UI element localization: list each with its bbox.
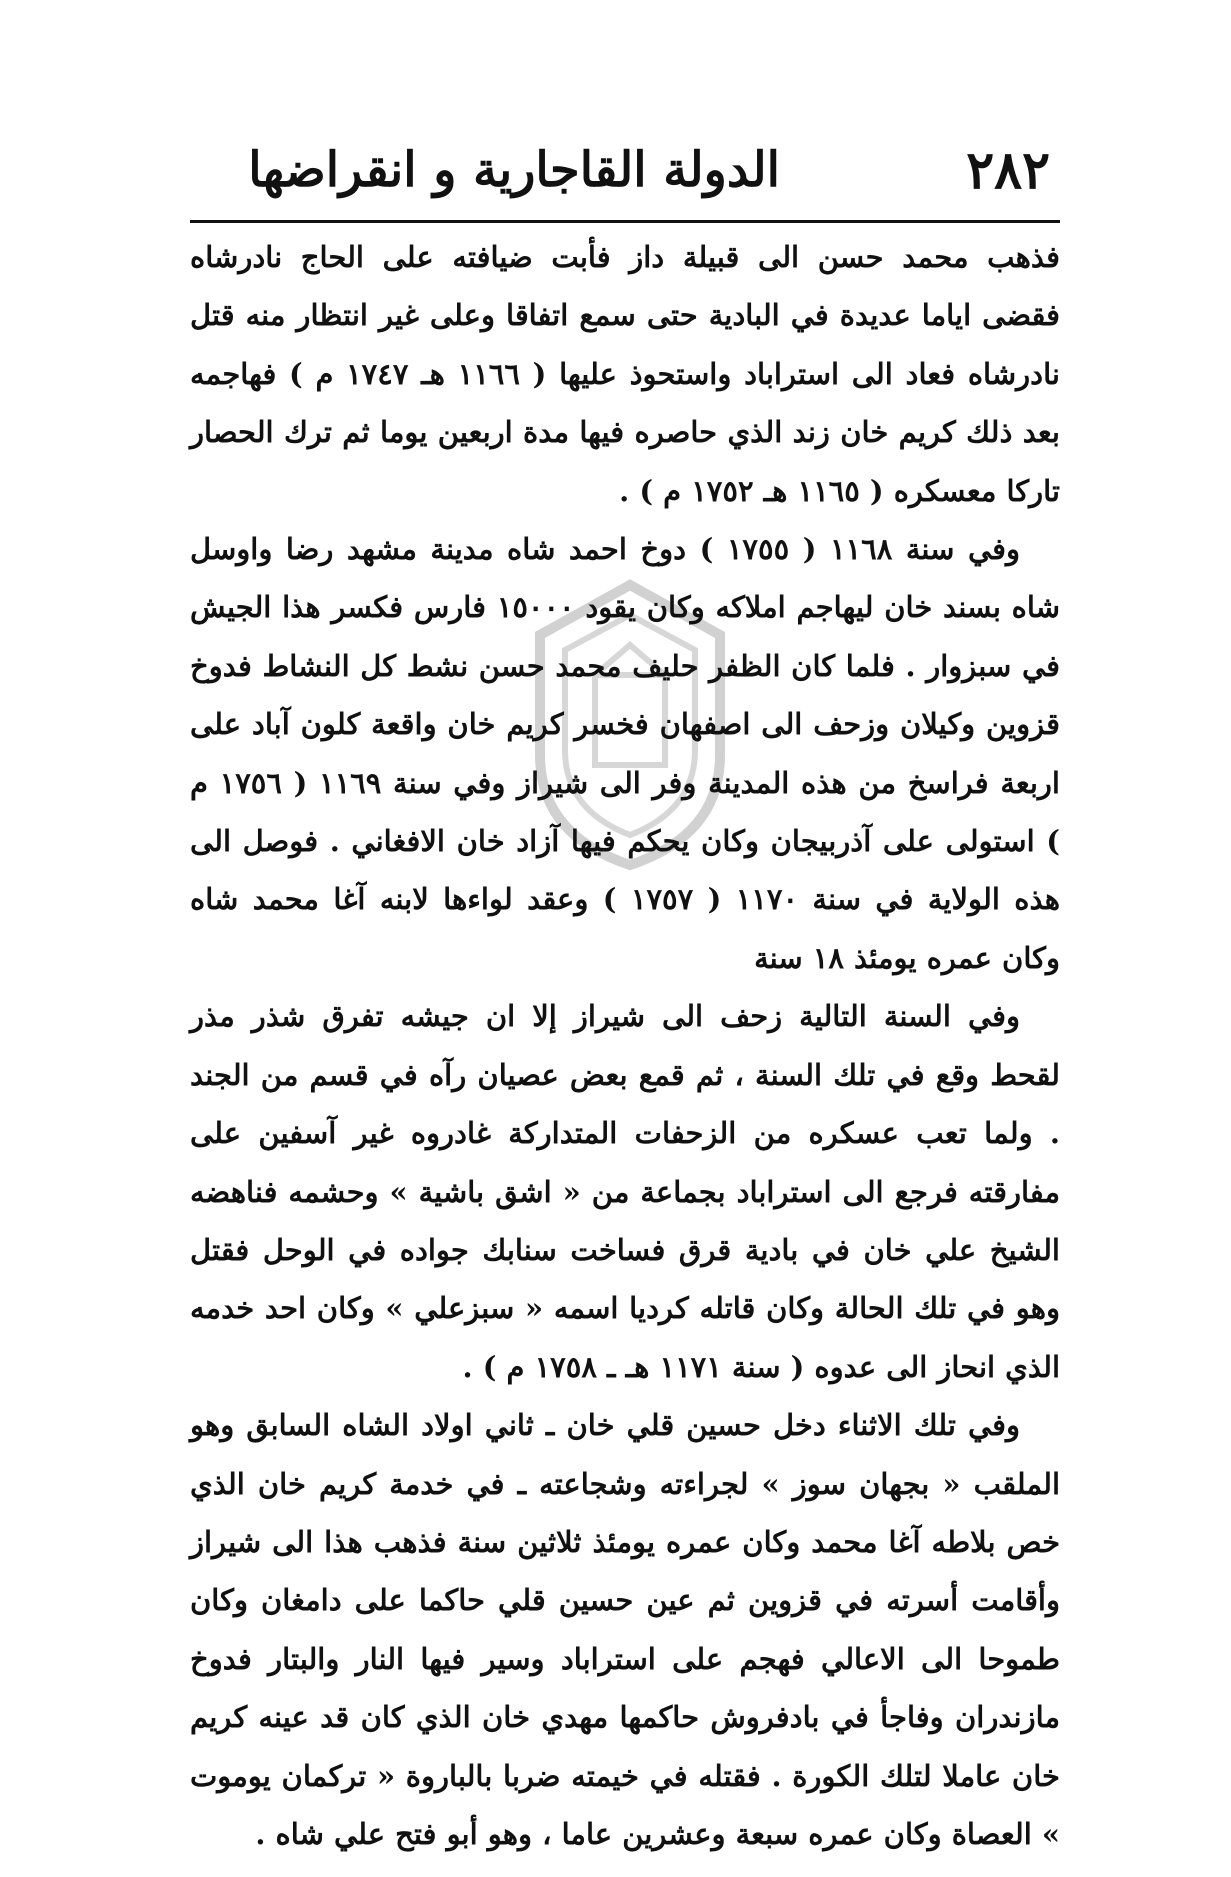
page-header xyxy=(190,140,1050,220)
paragraph: وفي تلك الاثناء دخل حسين قلي خان ـ ثاني اولاد الشاه السابق وهو الملقب « بجهان سوز » لجراءته وشجاعته ـ في خدمة كريم خان الذي خص بلاطه آغا محمد وكان عمره يومئذ ثلاثين سنة فذهب هذا الى شيراز وأقامت أسرته في قزوين ثم عين حسين قلي حاكما على دامغان وكان طموحا الى الاعالي فهجم على استراباد وسير فيها النار والبتار فدوخ مازندران وفاجأ في بادفروش حاكمها مهدي خان الذي كان قد عينه كريم خان عاملا لتلك الكورة . فقتله في خيمته ضربا بالباروة « تركمان يوموت » العصاة وكان عمره سبعة وعشرين عاما ، وهو أبو فتح علي شاه . xyxy=(190,1408,1060,1851)
body-text xyxy=(190,228,1060,1863)
paragraph: وفي سنة ١١٦٨ ( ١٧٥٥ ) دوخ احمد شاه مدينة مشهد رضا واوسل شاه بسند خان ليهاجم املاكه وكان يقود ١٥٠٠٠ فارس فكسر هذا الجيش في سبزوار . فلما كان الظفر حليف محمد حسن نشط كل النشاط فدوخ قزوين وكيلان وزحف الى اصفهان فخسر كريم خان واقعة كلون آباد على اربعة فراسخ من هذه المدينة وفر الى شيراز وفي سنة ١١٦٩ ( ١٧٥٦ م ) استولى على آذربيجان وكان يحكم فيها آزاد خان الافغاني . فوصل الى هذه الولاية في سنة ١١٧٠ ( ١٧٥٧ ) وعقد لواءها لابنه آغا محمد شاه وكان عمره يومئذ ١٨ سنة xyxy=(190,532,1060,975)
header-rule xyxy=(190,220,1060,223)
paragraph: وفي السنة التالية زحف الى شيراز إلا ان جيشه تفرق شذر مذر لقحط وقع في تلك السنة ، ثم قمع بعض عصيان رآه في قسم من الجند . ولما تعب عسكره من الزحفات المتداركة غادروه غير آسفين على مفارقته فرجع الى استراباد بجماعة من « اشق باشية » وحشمه فناهضه الشيخ علي خان في بادية قرق فساخت سنابك جواده في الوحل فقتل وهو في تلك الحالة وكان قاتله كرديا اسمه « سبزعلي » وكان احد خدمه الذي انحاز الى عدوه ( سنة ١١٧١ هـ ـ ١٧٥٨ م ) . xyxy=(190,999,1060,1384)
page-number: ٢٨٢ xyxy=(966,140,1050,201)
running-title: الدولة القاجارية و انقراضها xyxy=(248,142,780,198)
paragraph: فذهب محمد حسن الى قبيلة داز فأبت ضيافته على الحاج نادرشاه فقضى اياما عديدة في البادية حتى سمع اتفاقا وعلى غير انتظار منه قتل نادرشاه فعاد الى استراباد واستحوذ عليها ( ١١٦٦ هـ ١٧٤٧ م ) فهاجمه بعد ذلك كريم خان زند الذي حاصره فيها مدة اربعين يوما ثم ترك الحصار تاركا معسكره ( ١١٦٥ هـ ١٧٥٢ م ) . xyxy=(190,240,1060,508)
